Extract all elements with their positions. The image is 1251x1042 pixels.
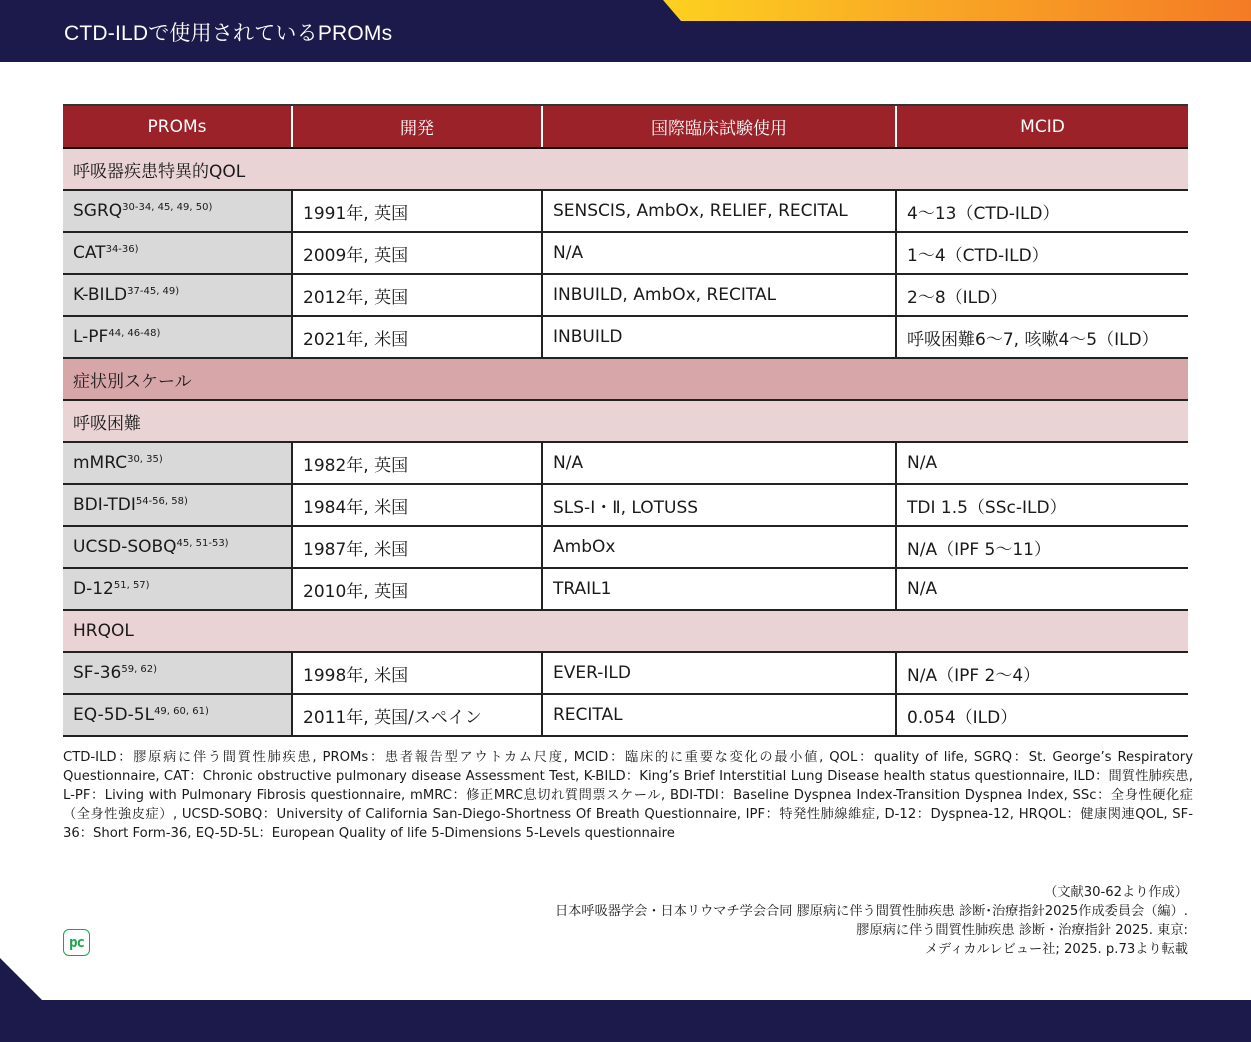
table-row xyxy=(63,442,1188,484)
prom-name-cell xyxy=(63,484,292,526)
citation-line: メディカルレビュー社; 2025. p.73より転載 xyxy=(924,942,1188,957)
table-row xyxy=(63,232,1188,274)
development-cell: 2021年, 米国 xyxy=(292,316,542,358)
header-bar xyxy=(0,0,1251,62)
mcid-cell: N/A xyxy=(896,442,1188,484)
proms-table xyxy=(63,104,1188,737)
development-cell: 2009年, 英国 xyxy=(292,232,542,274)
reference-superscript: 34-36) xyxy=(105,244,139,255)
prom-name-cell xyxy=(63,694,292,736)
reference-superscript: 37-45, 49) xyxy=(127,286,180,297)
table-row xyxy=(63,190,1188,232)
mcid-cell: TDI 1.5（SSc-ILD） xyxy=(896,484,1188,526)
table-row xyxy=(63,694,1188,736)
section-row xyxy=(63,148,1188,190)
trials-cell: INBUILD xyxy=(542,316,896,358)
development-cell: 2010年, 英国 xyxy=(292,568,542,610)
reference-superscript: 30-34, 45, 49, 50) xyxy=(122,202,213,213)
section-label: 呼吸器疾患特異的QOL xyxy=(63,148,1188,190)
prom-name: mMRC xyxy=(73,453,128,473)
trials-cell: SLS-Ⅰ・Ⅱ, LOTUSS xyxy=(542,484,896,526)
trials-cell: TRAIL1 xyxy=(542,568,896,610)
trials-cell: N/A xyxy=(542,232,896,274)
pc-logo-icon: pc xyxy=(63,929,90,956)
prom-name-cell xyxy=(63,652,292,694)
development-cell: 1982年, 英国 xyxy=(292,442,542,484)
prom-name-cell xyxy=(63,526,292,568)
column-header-mcid: MCID xyxy=(896,105,1188,148)
mcid-cell: N/A（IPF 2～4） xyxy=(896,652,1188,694)
mcid-cell: N/A（IPF 5～11） xyxy=(896,526,1188,568)
table-row xyxy=(63,484,1188,526)
section-row xyxy=(63,358,1188,400)
reference-superscript: 45, 51-53) xyxy=(176,538,229,549)
footer-bar xyxy=(0,1000,1251,1042)
prom-name-cell xyxy=(63,274,292,316)
column-header-development: 開発 xyxy=(292,105,542,148)
table-row xyxy=(63,652,1188,694)
prom-name: SF-36 xyxy=(73,663,122,683)
citation-line: 膠原病に伴う間質性肺疾患 診断・治療指針 2025. 東京: xyxy=(856,923,1188,938)
prom-name: L-PF xyxy=(73,327,109,347)
table-row xyxy=(63,316,1188,358)
section-row xyxy=(63,610,1188,652)
prom-name: BDI-TDI xyxy=(73,495,136,515)
footer-notch xyxy=(0,958,42,1000)
prom-name: EQ-5D-5L xyxy=(73,705,155,725)
development-cell: 1984年, 米国 xyxy=(292,484,542,526)
development-cell: 2012年, 英国 xyxy=(292,274,542,316)
prom-name-cell xyxy=(63,568,292,610)
mcid-cell: 0.054（ILD） xyxy=(896,694,1188,736)
page-title: CTD-ILDで使用されているPROMs xyxy=(64,22,393,45)
section-label: 呼吸困難 xyxy=(63,400,1188,442)
section-label: HRQOL xyxy=(63,610,1188,652)
reference-superscript: 59, 62) xyxy=(121,664,158,675)
mcid-cell: N/A xyxy=(896,568,1188,610)
reference-superscript: 51, 57) xyxy=(113,580,150,591)
mcid-cell: 呼吸困難6～7, 咳嗽4～5（ILD） xyxy=(896,316,1188,358)
section-row xyxy=(63,400,1188,442)
table-header-row xyxy=(63,105,1188,148)
prom-name-cell xyxy=(63,442,292,484)
development-cell: 1987年, 米国 xyxy=(292,526,542,568)
column-header-trials: 国際臨床試験使用 xyxy=(542,105,896,148)
prom-name-cell xyxy=(63,190,292,232)
citation xyxy=(555,883,1188,959)
table-row xyxy=(63,526,1188,568)
development-cell: 1998年, 米国 xyxy=(292,652,542,694)
trials-cell: AmbOx xyxy=(542,526,896,568)
mcid-cell: 4～13（CTD-ILD） xyxy=(896,190,1188,232)
prom-name: D-12 xyxy=(73,579,114,599)
proms-table-container xyxy=(63,104,1188,737)
column-header-proms: PROMs xyxy=(63,105,292,148)
citation-line: 日本呼吸器学会・日本リウマチ学会合同 膠原病に伴う間質性肺疾患 診断･治療指針2025作成委員会（編）. xyxy=(555,904,1188,919)
trials-cell: INBUILD, AmbOx, RECITAL xyxy=(542,274,896,316)
prom-name: CAT xyxy=(73,243,106,263)
trials-cell: EVER-ILD xyxy=(542,652,896,694)
prom-name-cell xyxy=(63,232,292,274)
reference-superscript: 44, 46-48) xyxy=(108,328,161,339)
section-label: 症状別スケール xyxy=(63,358,1188,400)
trials-cell: N/A xyxy=(542,442,896,484)
header-accent-stripe xyxy=(663,0,1251,21)
reference-superscript: 54-56, 58) xyxy=(135,496,188,507)
mcid-cell: 1～4（CTD-ILD） xyxy=(896,232,1188,274)
reference-superscript: 49, 60, 61) xyxy=(154,706,209,717)
development-cell: 1991年, 英国 xyxy=(292,190,542,232)
table-body xyxy=(63,148,1188,736)
citation-line: （文献30-62より作成） xyxy=(1044,885,1188,900)
table-row xyxy=(63,568,1188,610)
reference-superscript: 30, 35) xyxy=(127,454,163,465)
prom-name: K-BILD xyxy=(73,285,128,305)
development-cell: 2011年, 英国/スペイン xyxy=(292,694,542,736)
table-row xyxy=(63,274,1188,316)
trials-cell: SENSCIS, AmbOx, RELIEF, RECITAL xyxy=(542,190,896,232)
trials-cell: RECITAL xyxy=(542,694,896,736)
prom-name: UCSD-SOBQ xyxy=(73,537,177,557)
prom-name: SGRQ xyxy=(73,201,123,221)
mcid-cell: 2～8（ILD） xyxy=(896,274,1188,316)
prom-name-cell xyxy=(63,316,292,358)
abbreviations-note: CTD-ILD：膠原病に伴う間質性肺疾患, PROMs：患者報告型アウトカム尺度, MCID：臨床的に重要な変化の最小値, QOL：quality of life, SGRQ：St. George’s Respiratory Questionnaire, CAT：Chronic obstructive pulmonary disease Assessment Test, K-BILD：King’s Brief Interstitial Lung Disease health status questionnaire, ILD：間質性肺疾患, L-PF：Living with Pulmonary Fibrosis questionnaire, mMRC：修正MRC息切れ質問票スケール, BDI-TDI：Baseline Dyspnea Index-Transition Dyspnea Index, SSc：全身性硬化症（全身性強皮症）, UCSD-SOBQ：University of California San-Diego-Shortness Of Breath Questionnaire, IPF：特発性肺線維症, D-12：Dyspnea-12, HRQOL：健康関連QOL, SF-36：Short Form-36, EQ-5D-5L：European Quality of life 5-Dimensions 5-Levels questionnaire xyxy=(63,750,1193,841)
